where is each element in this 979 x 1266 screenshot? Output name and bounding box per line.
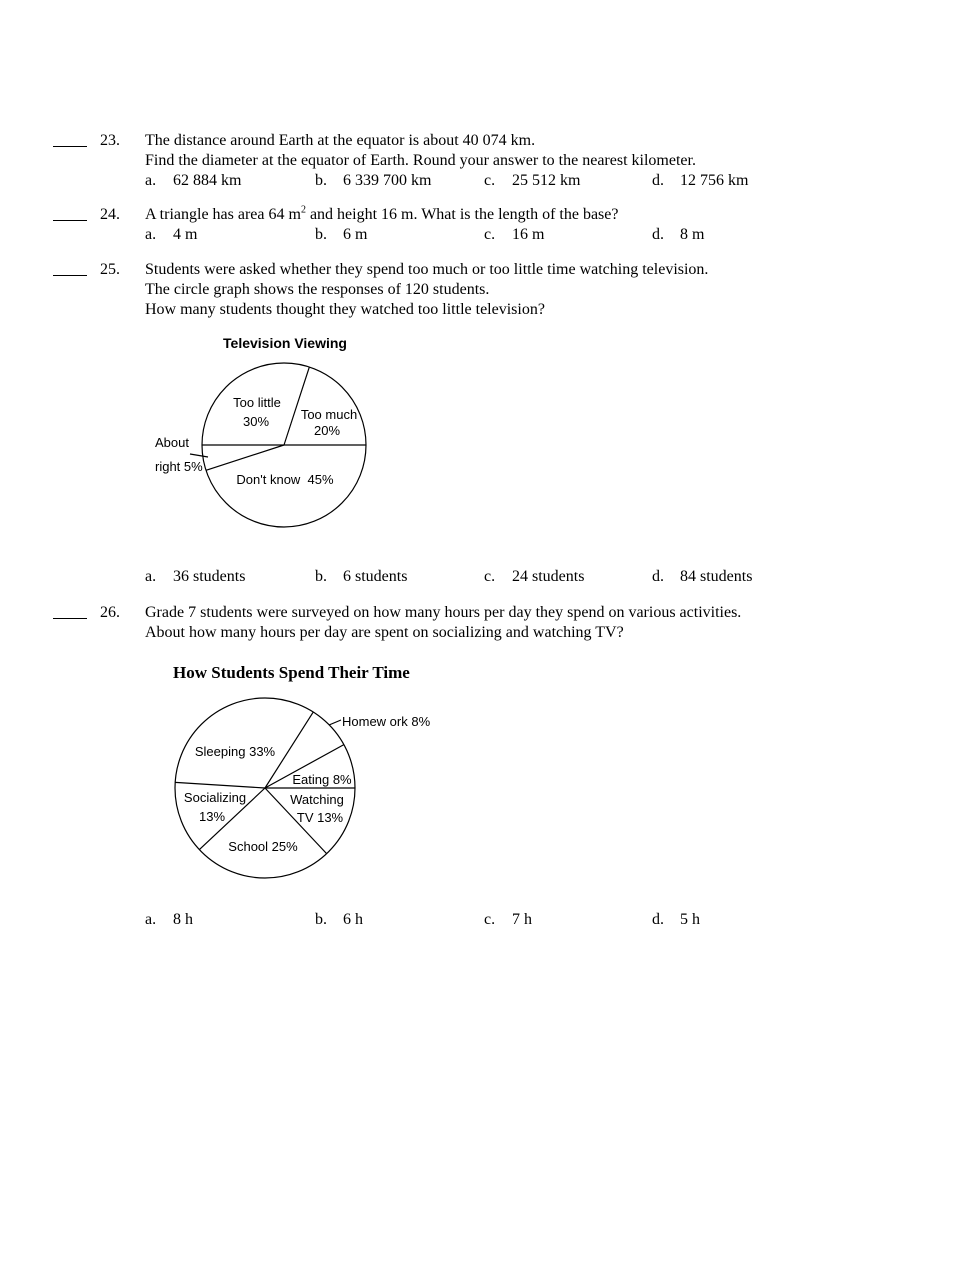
question-number: 23.: [100, 132, 120, 149]
options-row: [0, 225, 979, 245]
question-text-line: Students were asked whether they spend too much or too little time watching television.: [145, 261, 709, 278]
question-text-line: How many students thought they watched too little television?: [145, 301, 545, 318]
pie-slice-label: Too little: [233, 395, 281, 410]
pie-slice-label: Too much: [300, 407, 358, 422]
option-c: [484, 171, 580, 191]
pie-slice-value: 20%: [313, 423, 341, 438]
option-letter: b.: [315, 172, 327, 189]
chart-title: Television Viewing: [223, 335, 347, 351]
option-text: 6 339 700 km: [343, 172, 432, 189]
question-text-line: The distance around Earth at the equator is about 40 074 km.: [145, 132, 536, 149]
option-c: [484, 225, 544, 245]
question-text-part: A triangle has area 64 m: [145, 206, 301, 223]
question-text-part: and height 16 m. What is the length of the base?: [305, 206, 619, 223]
pie-slice-boundary: [175, 782, 265, 788]
pie-slice-label: Sleeping 33%: [194, 744, 276, 759]
option-d: [652, 225, 704, 245]
option-d: [652, 910, 700, 930]
option-a: [145, 567, 245, 587]
option-text: 6 m: [343, 226, 368, 243]
question-number: 24.: [100, 206, 120, 223]
options-row: [0, 567, 979, 587]
pie-slice-label: right 5%: [155, 459, 203, 474]
option-letter: c.: [484, 568, 496, 585]
question-text-line: [145, 205, 618, 225]
option-letter: b.: [315, 911, 327, 928]
pie-slice-value: TV 13%: [296, 810, 344, 825]
pie-slice-label: Eating 8%: [292, 772, 352, 787]
option-b: [315, 910, 363, 930]
options-row: [0, 171, 979, 191]
pie-slice-boundary: [206, 445, 284, 470]
option-letter: b.: [315, 226, 327, 243]
question-text-line: About how many hours per day are spent on socializing and watching TV?: [145, 624, 624, 641]
option-text: 36 students: [173, 568, 246, 585]
option-letter: d.: [652, 568, 664, 585]
option-d: [652, 171, 748, 191]
option-text: 6 h: [343, 911, 363, 928]
option-a: [145, 225, 197, 245]
option-text: 24 students: [512, 568, 585, 585]
option-letter: a.: [145, 226, 157, 243]
exponent: 2: [300, 204, 306, 216]
option-text: 62 884 km: [173, 172, 242, 189]
option-letter: d.: [652, 911, 664, 928]
option-letter: c.: [484, 226, 496, 243]
answer-blank: [53, 618, 87, 619]
option-a: [145, 910, 193, 930]
question-text-line: Find the diameter at the equator of Earth. Round your answer to the nearest kilometer.: [145, 152, 696, 169]
option-text: 6 students: [343, 568, 408, 585]
option-b: [315, 567, 407, 587]
pie-slice-label: Socializing: [183, 790, 247, 805]
option-letter: a.: [145, 911, 157, 928]
option-text: 8 h: [173, 911, 193, 928]
question-text-line: Grade 7 students were surveyed on how many hours per day they spend on various activities.: [145, 604, 742, 621]
pie-slice-label: Watching: [290, 792, 344, 807]
option-letter: c.: [484, 172, 496, 189]
question-text-line: The circle graph shows the responses of 120 students.: [145, 281, 490, 298]
option-letter: a.: [145, 172, 157, 189]
label-leader-line: [329, 720, 341, 725]
option-b: [315, 225, 367, 245]
answer-blank: [53, 220, 87, 221]
option-text: 25 512 km: [512, 172, 581, 189]
pie-slice-label: Don't know 45%: [236, 472, 334, 487]
option-text: 16 m: [512, 226, 545, 243]
option-c: [484, 567, 584, 587]
chart-title: How Students Spend Their Time: [173, 663, 410, 682]
option-text: 4 m: [173, 226, 198, 243]
option-letter: b.: [315, 568, 327, 585]
option-a: [145, 171, 241, 191]
option-text: 84 students: [680, 568, 753, 585]
option-letter: a.: [145, 568, 157, 585]
question-number: 25.: [100, 261, 120, 278]
label-leader-line: [190, 454, 208, 457]
option-letter: d.: [652, 226, 664, 243]
pie-slice-value: 30%: [242, 414, 270, 429]
pie-slice-label: About: [155, 435, 189, 450]
option-letter: c.: [484, 911, 496, 928]
pie-slice-label: School 25%: [228, 839, 298, 854]
pie-slice-label: Homew ork 8%: [342, 714, 431, 729]
option-d: [652, 567, 752, 587]
question-number: 26.: [100, 604, 120, 621]
option-letter: d.: [652, 172, 664, 189]
pie-slice-value: 13%: [198, 809, 226, 824]
option-text: 12 756 km: [680, 172, 749, 189]
options-row: [0, 910, 979, 930]
answer-blank: [53, 146, 87, 147]
option-text: 5 h: [680, 911, 700, 928]
option-b: [315, 171, 431, 191]
answer-blank: [53, 275, 87, 276]
option-text: 8 m: [680, 226, 705, 243]
option-c: [484, 910, 532, 930]
option-text: 7 h: [512, 911, 532, 928]
